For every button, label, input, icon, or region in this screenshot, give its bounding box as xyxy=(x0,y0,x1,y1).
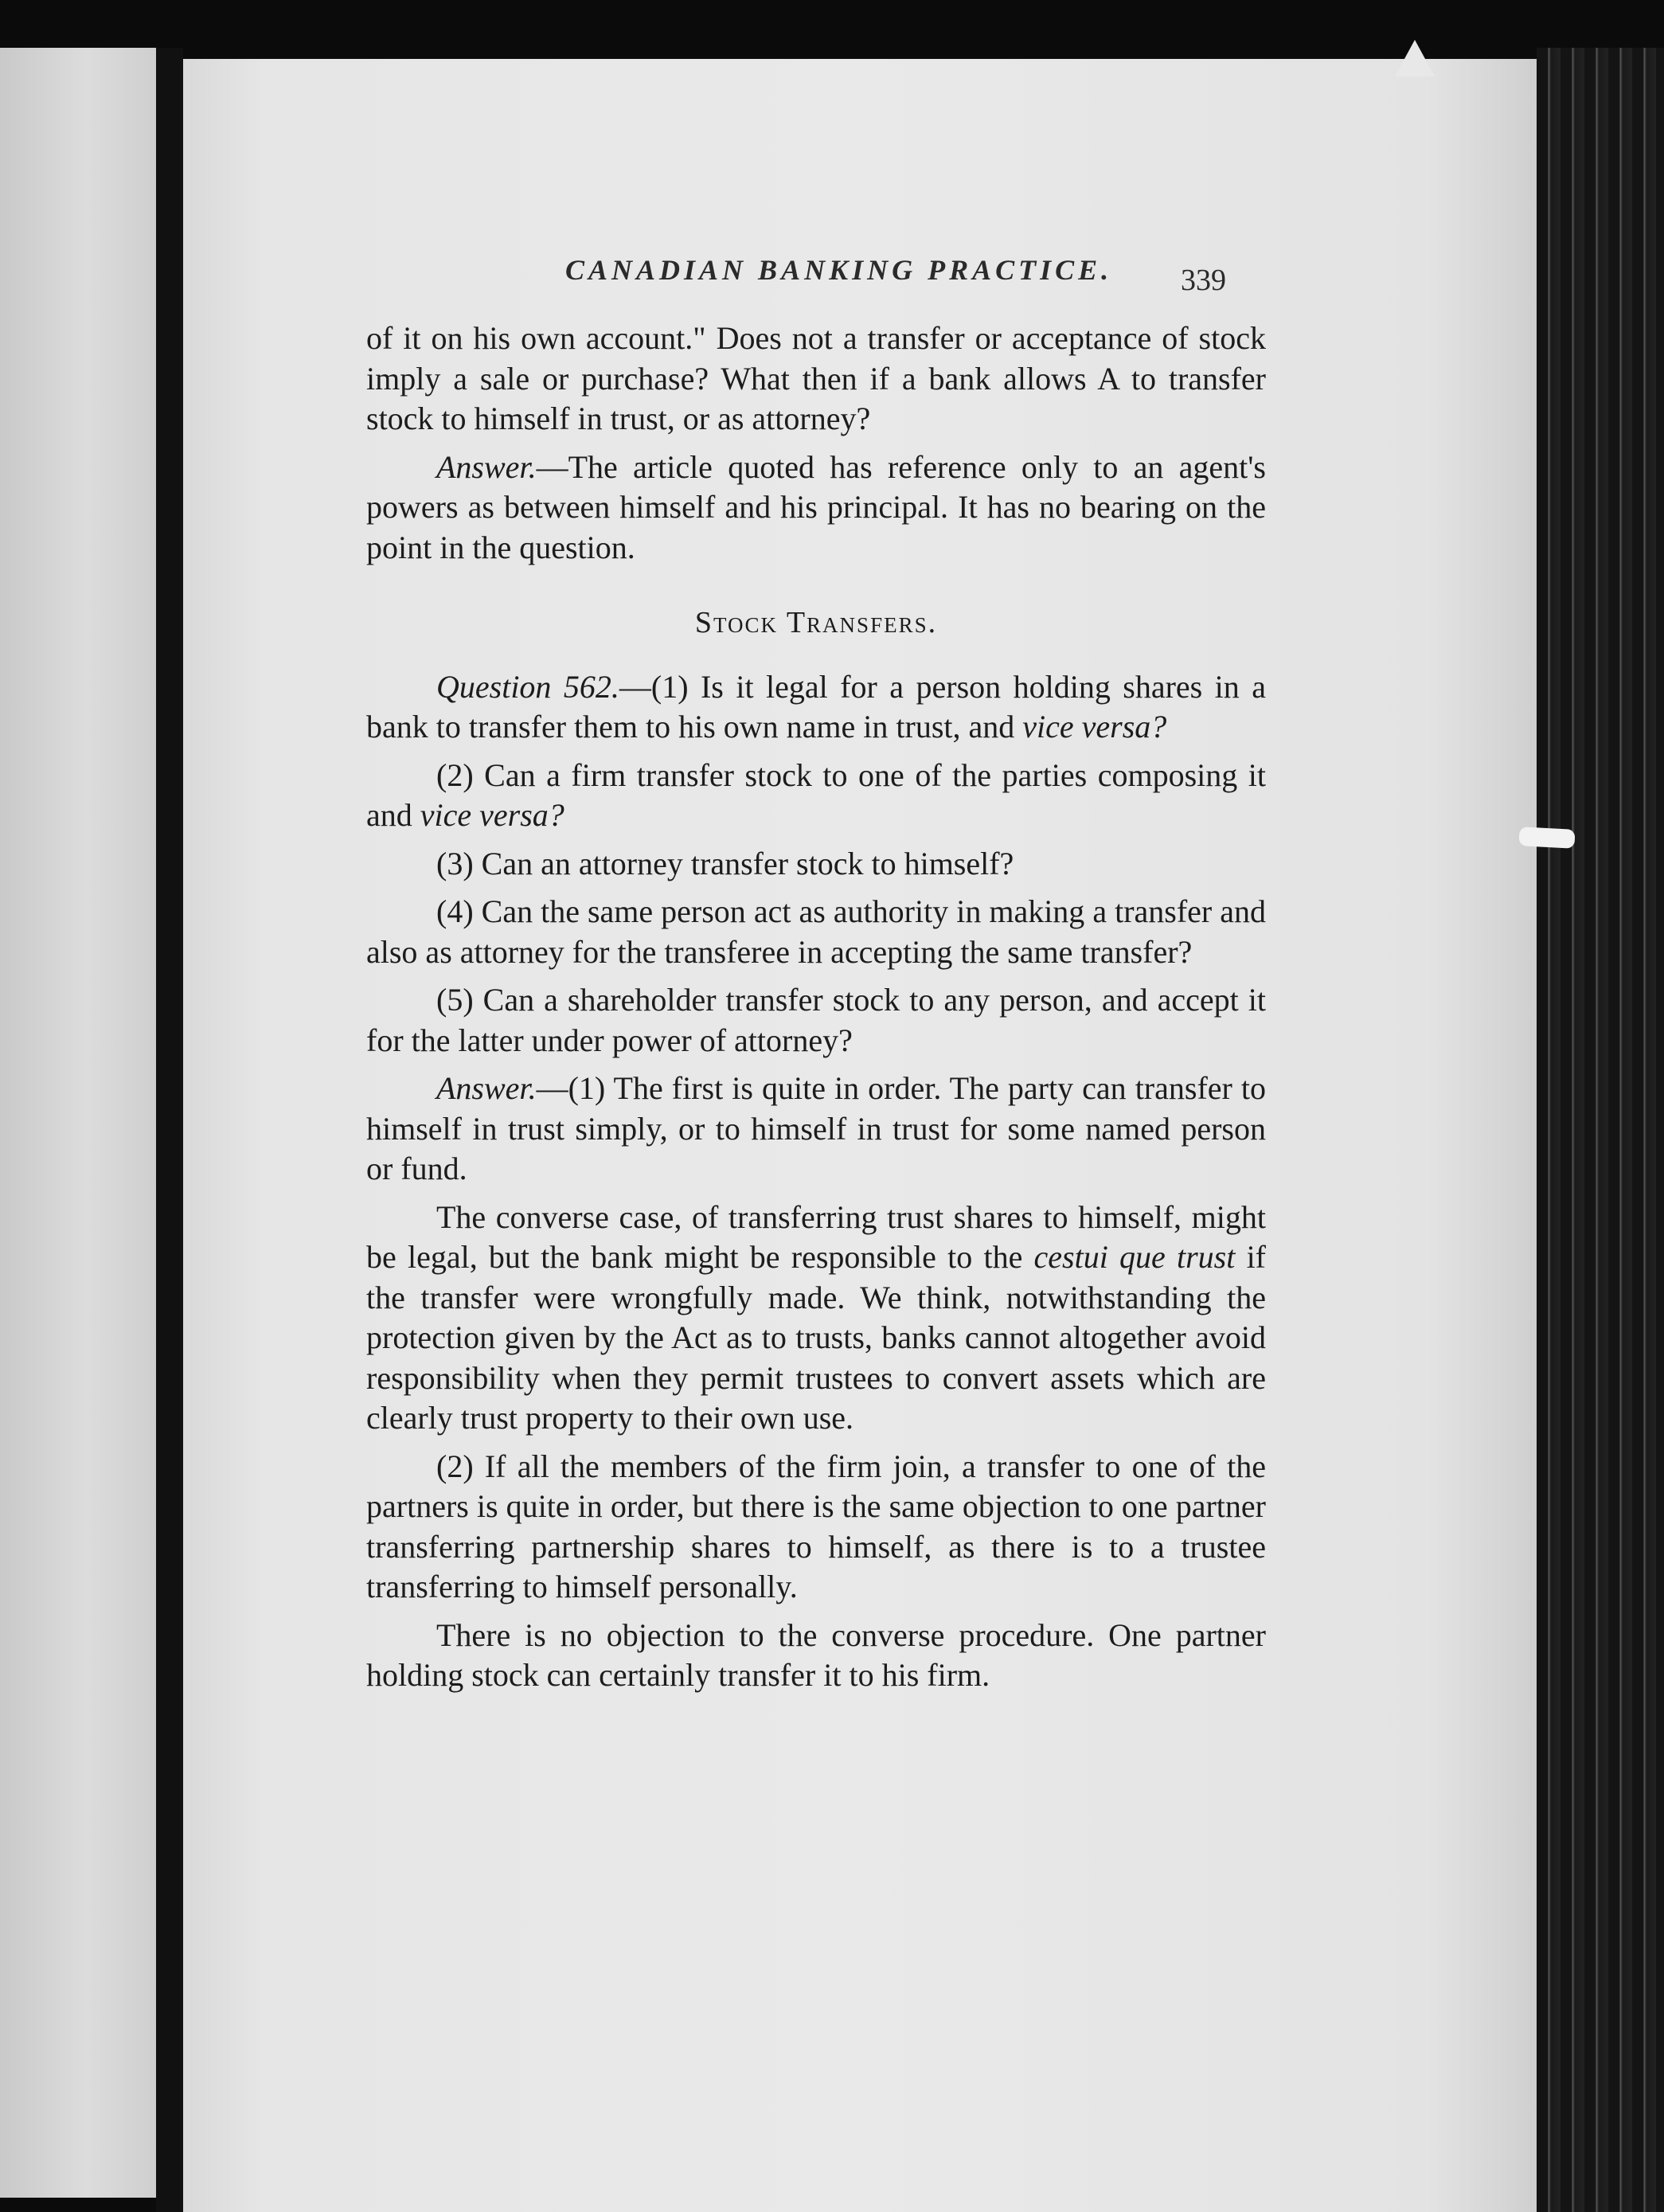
answer-1-text: —(1) The first is quite in order. The party can transfer to himself in trust simply, or to himself in trust for some named person or fund. xyxy=(366,1070,1266,1186)
question-item-5: (5) Can a shareholder transfer stock to any person, and accept it for the latter under power of attorney? xyxy=(366,982,1266,1058)
question-item-4: (4) Can the same person act as authority in making a transfer and also as attorney for the transferee in accepting the same transfer? xyxy=(366,893,1266,970)
question-text: —(1) Is it legal for a person holding shares in a bank to transfer them to his own name in trust, and xyxy=(366,668,1266,744)
answer-item-2: (2) If all the members of the firm join, a transfer to one of the partners is quite in order, but there is the same objection to one partner transferring partnership shares to himself, as there is to a trustee transferring to himself personally. xyxy=(366,1448,1266,1604)
question-label: Question 562. xyxy=(436,668,619,705)
paragraph-answer xyxy=(366,447,1266,569)
book-gutter xyxy=(156,48,183,2212)
paper-corner-mark xyxy=(1395,40,1435,76)
body-text xyxy=(366,319,1266,1704)
answer-converse-head: The converse case, of transferring trust shares to himself, might be legal, but the bank might be responsible to the xyxy=(366,1198,1266,1275)
running-head: CANADIAN BANKING PRACTICE. xyxy=(565,254,1113,286)
answer-final: There is no objection to the converse procedure. One partner holding stock can certainly transfer it to his firm. xyxy=(366,1616,1266,1693)
answer-converse-italic: cestui que trust xyxy=(1033,1239,1236,1275)
question-item-2 xyxy=(366,756,1266,836)
answer-label-2: Answer. xyxy=(436,1070,537,1106)
question-paragraph xyxy=(366,667,1266,748)
page-stack-edge xyxy=(1537,48,1664,2212)
question-item-2-italic: vice versa? xyxy=(420,797,564,833)
answer-converse-tail: if the transfer were wrongfully made. We think, notwithstanding the protection given by the Act as to trusts, banks cannot altogether avoid responsibility when they permit trustees to convert assets which are clearly trust property to their own use. xyxy=(366,1239,1266,1436)
answer-label: Answer. xyxy=(436,448,537,485)
facing-page-edge xyxy=(0,48,156,2198)
answer-converse xyxy=(366,1198,1266,1439)
paragraph-continuation: of it on his own account." Does not a transfer or acceptance of stock imply a sale or purchase? What then if a bank allows A to transfer stock to himself in trust, or as attorney? xyxy=(366,320,1266,436)
paper-tab-mark xyxy=(1518,827,1575,849)
page-number: 339 xyxy=(1181,264,1226,297)
answer-text: —The article quoted has reference only to an agent's powers as between himself and his principal. It has no bearing on the point in the question. xyxy=(366,448,1266,565)
section-heading: Stock Transfers. xyxy=(694,606,938,639)
question-italic: vice versa? xyxy=(1022,709,1167,744)
question-item-2-text: (2) Can a firm transfer stock to one of the parties composing it and xyxy=(366,756,1266,833)
answer-paragraph xyxy=(366,1069,1266,1190)
question-item-3: (3) Can an attorney transfer stock to himself? xyxy=(436,845,1014,881)
